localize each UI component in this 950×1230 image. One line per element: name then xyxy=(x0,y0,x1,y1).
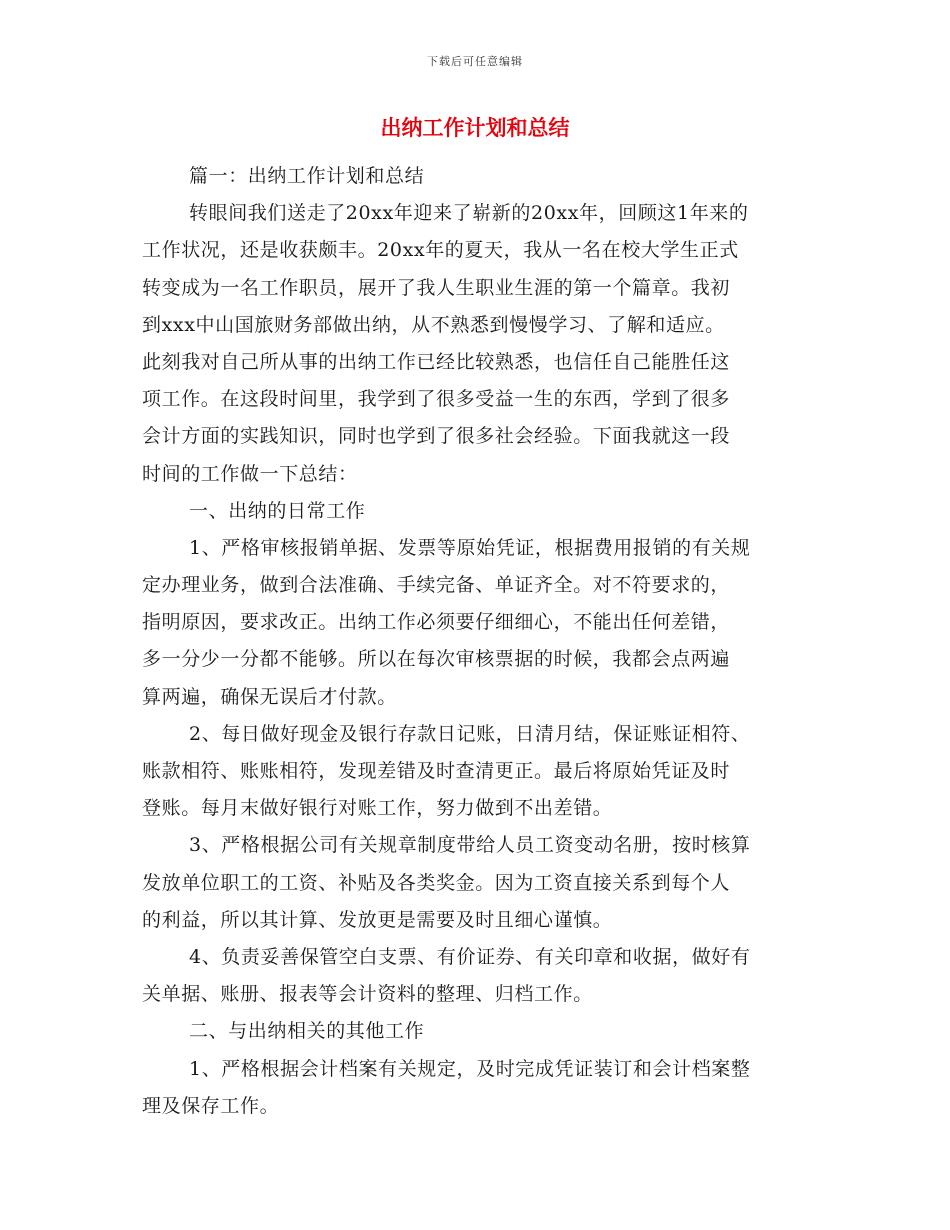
paragraph-line: 此刻我对自己所从事的出纳工作已经比较熟悉，也信任自己能胜任这 xyxy=(142,350,731,373)
paragraph-line: 关单据、账册、报表等会计资料的整理、归档工作。 xyxy=(142,983,593,1006)
paragraph-line: 时间的工作做一下总结： xyxy=(142,462,358,485)
paragraph-line: 会计方面的实践知识，同时也学到了很多社会经验。下面我就这一段 xyxy=(142,425,731,448)
paragraph-line: 算两遍，确保无误后才付款。 xyxy=(142,685,397,708)
section-heading: 一、出纳的日常工作 xyxy=(189,499,366,522)
paragraph-line: 项工作。在这段时间里，我学到了很多受益一生的东西，学到了很多 xyxy=(142,388,731,411)
paragraph-line: 到xxx中山国旅财务部做出纳，从不熟悉到慢慢学习、了解和适应。 xyxy=(142,313,725,336)
paragraph-line: 理及保存工作。 xyxy=(142,1094,280,1117)
paragraph-line: 指明原因，要求改正。出纳工作必须要仔细细心，不能出任何差错， xyxy=(142,611,731,634)
section-heading: 篇一：出纳工作计划和总结 xyxy=(189,165,425,187)
section-heading: 二、与出纳相关的其他工作 xyxy=(189,1020,425,1043)
paragraph-line: 工作状况，还是收获颇丰。20xx年的夏天，我从一名在校大学生正式 xyxy=(142,239,739,262)
document-body xyxy=(142,158,810,1125)
paragraph-line: 4、负责妥善保管空白支票、有价证券、有关印章和收据，做好有 xyxy=(189,945,751,968)
paragraph-line: 1、严格根据会计档案有关规定，及时完成凭证装订和会计档案整 xyxy=(189,1057,751,1080)
paragraph-line: 登账。每月末做好银行对账工作，努力做到不出差错。 xyxy=(142,797,613,820)
paragraph-line: 转变成为一名工作职员，展开了我人生职业生涯的第一个篇章。我初 xyxy=(142,276,731,299)
paragraph-line: 的利益，所以其计算、发放更是需要及时且细心谨慎。 xyxy=(142,908,613,931)
document-title: 出纳工作计划和总结 xyxy=(380,116,570,140)
paragraph-line: 转眼间我们送走了20xx年迎来了崭新的20xx年，回顾这1年来的 xyxy=(189,202,749,225)
paragraph-line: 2、每日做好现金及银行存款日记账，日清月结，保证账证相符、 xyxy=(189,722,751,745)
header-note: 下载后可任意编辑 xyxy=(427,55,523,68)
paragraph-line: 定办理业务，做到合法准确、手续完备、单证齐全。对不符要求的， xyxy=(142,574,731,597)
paragraph-line: 发放单位职工的工资、补贴及各类奖金。因为工资直接关系到每个人 xyxy=(142,871,731,894)
paragraph-line: 3、严格根据公司有关规章制度带给人员工资变动名册，按时核算 xyxy=(189,834,751,857)
paragraph-line: 1、严格审核报销单据、发票等原始凭证，根据费用报销的有关规 xyxy=(189,536,751,559)
paragraph-line: 账款相符、账账相符，发现差错及时查清更正。最后将原始凭证及时 xyxy=(142,760,731,782)
paragraph-line: 多一分少一分都不能够。所以在每次审核票据的时候，我都会点两遍 xyxy=(142,648,731,671)
